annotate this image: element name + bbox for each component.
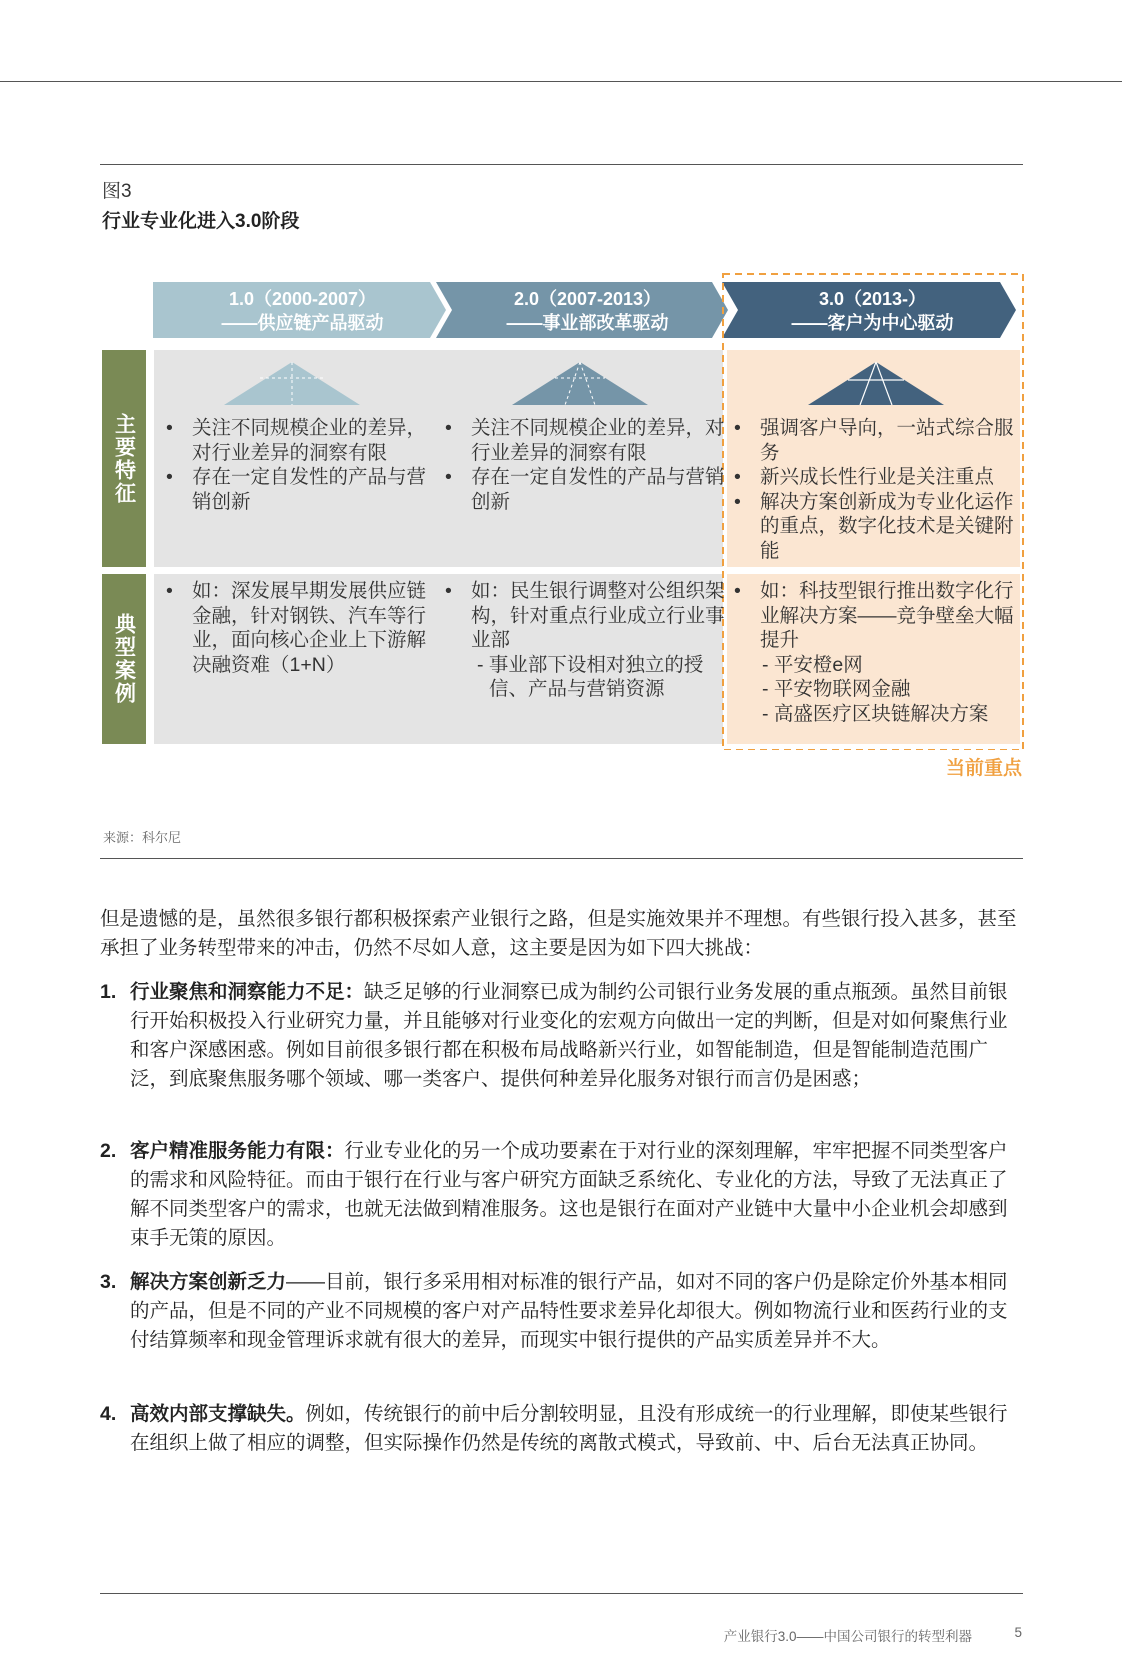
cases-3-subitem: - 平安物联网金融: [762, 678, 911, 700]
figure-source: 来源：科尔尼: [103, 830, 182, 845]
figure-bottom-rule: [100, 858, 1023, 859]
cases-cell-3: [726, 579, 1016, 726]
phase-2-label: [460, 287, 715, 335]
challenge-4-title: 高效内部支撑缺失。: [130, 1403, 306, 1425]
challenge-3-number: 3.: [100, 1271, 117, 1293]
features-1-item: • 存在一定自发性的产品与营销创新: [158, 465, 433, 514]
focus-label: 当前重点: [945, 758, 1022, 779]
cases-cell-1: [158, 579, 433, 677]
cases-3-subitem: - 高盛医疗区块链解决方案: [762, 702, 989, 725]
figure-top-rule: [100, 164, 1023, 165]
challenge-3-title: 解决方案创新乏力: [130, 1271, 287, 1293]
cases-3-item: • 如：科技型银行推出数字化行业解决方案——竞争壁垒大幅提升: [726, 579, 1016, 653]
challenge-1-body: [130, 978, 1020, 1094]
phase-3-period: 3.0（2013-）: [818, 289, 927, 309]
challenge-2-text: 行业专业化的另一个成功要素在于对行业的深刻理解，牢牢把握不同类型客户的需求和风险特征。而由于银行在行业与客户研究方面缺乏系统化、专业化的方法，导致了无法真正了解不同类型客户的需求，也就无法做到精准服务。这也是银行在面对产业链中大量中小企业机会却感到束手无策的原因。: [130, 1140, 1008, 1249]
phase-3-driver: ——客户为中心驱动: [791, 313, 954, 333]
top-rule: [0, 81, 1122, 82]
challenge-item-1: [100, 978, 1020, 1094]
phase-1-label: [175, 287, 430, 335]
figure-label: 图3: [102, 181, 132, 202]
challenge-2-number: 2.: [100, 1140, 117, 1162]
cases-2-subitem: - 事业部下设相对独立的授信、产品与营销资源: [477, 653, 704, 700]
page-number: 5: [1014, 1625, 1022, 1640]
features-cell-2: [437, 416, 727, 514]
phase-2-period: 2.0（2007-2013）: [513, 289, 662, 309]
challenge-item-2: [100, 1137, 1020, 1253]
footer-title: 产业银行3.0——中国公司银行的转型利器: [723, 1629, 972, 1644]
challenge-2-title: 客户精准服务能力有限：: [130, 1140, 345, 1162]
features-3-item: • 新兴成长性行业是关注重点: [726, 465, 1016, 490]
features-2-item: • 存在一定自发性的产品与营销创新: [437, 465, 727, 514]
row-label-cases-text: 典型案例: [112, 613, 136, 705]
intro-paragraph: 但是遗憾的是，虽然很多银行都积极探索产业银行之路，但是实施效果并不理想。有些银行投入甚多，甚至承担了业务转型带来的冲击，仍然不尽如人意，这主要是因为如下四大挑战：: [100, 908, 1017, 959]
challenge-item-3: [100, 1268, 1020, 1355]
figure-title: 行业专业化进入3.0阶段: [102, 211, 300, 232]
features-2-item: • 关注不同规模企业的差异，对行业差异的洞察有限: [437, 416, 727, 465]
features-cell-3: [726, 416, 1016, 563]
cases-1-item: • 如：深发展早期发展供应链金融，针对钢铁、汽车等行业，面向核心企业上下游解决融资难（1+N）: [158, 579, 433, 677]
challenge-3-text: ——目前，银行多采用相对标准的银行产品，如对不同的客户仍是除定价外基本相同的产品，但是不同的产业不同规模的客户对产品特性要求差异化却很大。例如物流行业和医药行业的支付结算频率和现金管理诉求就有很大的差异，而现实中银行提供的产品实质差异并不大。: [130, 1271, 1008, 1351]
row-label-features: [102, 350, 146, 567]
challenge-item-4: [100, 1400, 1020, 1458]
challenge-4-text: 例如，传统银行的前中后分割较明显，且没有形成统一的行业理解，即使某些银行在组织上做了相应的调整，但实际操作仍然是传统的离散式模式，导致前、中、后台无法真正协同。: [130, 1403, 1008, 1454]
features-3-item: • 解决方案创新成为专业化运作的重点，数字化技术是关键附能: [726, 490, 1016, 564]
row-label-cases: [102, 574, 146, 744]
challenge-3-body: [130, 1268, 1020, 1355]
phase-1-driver: ——供应链产品驱动: [221, 313, 384, 333]
cases-3-subitem: - 平安橙e网: [762, 653, 863, 676]
features-3-item: • 强调客户导向，一站式综合服务: [726, 416, 1016, 465]
challenge-4-body: [130, 1400, 1020, 1458]
cases-2-item: • 如：民生银行调整对公组织架构，针对重点行业成立行业事业部: [437, 579, 727, 653]
phase-3-label: [745, 287, 1000, 335]
challenge-1-text: 缺乏足够的行业洞察已成为制约公司银行业务发展的重点瓶颈。虽然目前银行开始积极投入行业研究力量，并且能够对行业变化的宏观方向做出一定的判断，但是对如何聚焦行业和客户深感困惑。例如目前很多银行都在积极布局战略新兴行业，如智能制造，但是智能制造范围广泛，到底聚焦服务哪个领域、哪一类客户、提供何种差异化服务对银行而言仍是困惑；: [130, 981, 1008, 1090]
cases-cell-2: [437, 579, 727, 702]
features-cell-1: [158, 416, 433, 514]
footer-rule: [100, 1593, 1023, 1594]
challenge-1-number: 1.: [100, 981, 117, 1003]
phase-2-driver: ——事业部改革驱动: [506, 313, 669, 333]
phase-1-period: 1.0（2000-2007）: [228, 289, 377, 309]
challenge-1-title: 行业聚焦和洞察能力不足：: [130, 981, 365, 1003]
features-1-item: • 关注不同规模企业的差异，对行业差异的洞察有限: [158, 416, 433, 465]
challenge-4-number: 4.: [100, 1403, 117, 1425]
challenge-2-body: [130, 1137, 1020, 1253]
row-label-features-text: 主要特征: [112, 412, 136, 505]
